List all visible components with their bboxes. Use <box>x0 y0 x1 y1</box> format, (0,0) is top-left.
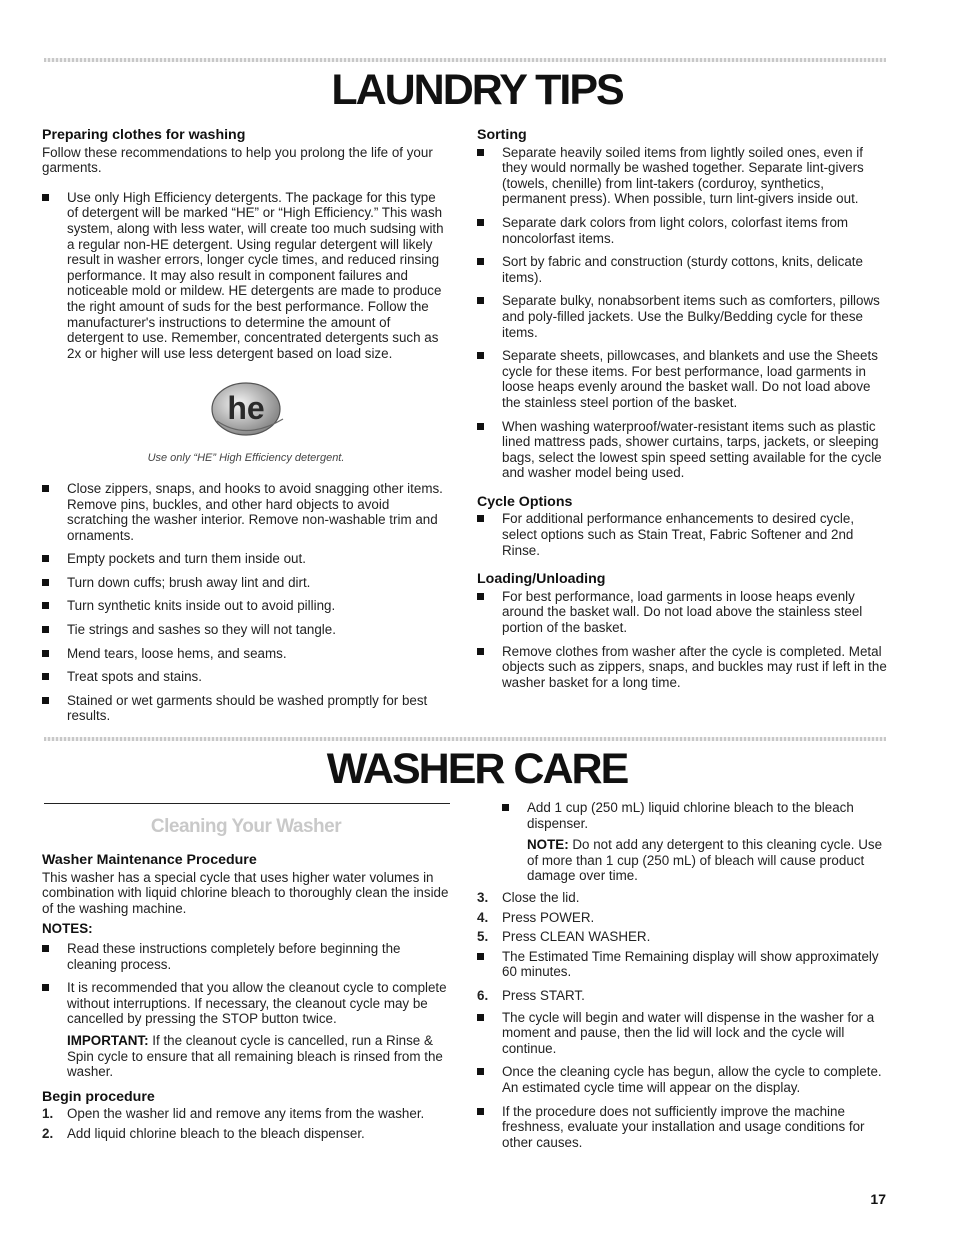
important-text: If the cleanout cycle is cancelled, run a Rinse & Spin cycle to ensure that all remaining bleach is rinsed from the washer. <box>67 1032 443 1080</box>
middle-divider <box>44 737 886 741</box>
list-item <box>477 1064 887 1095</box>
maintenance-heading: Washer Maintenance Procedure <box>42 852 257 868</box>
list-item <box>42 575 450 591</box>
bullet-text: If the procedure does not sufficiently improve the machine freshness, evaluate your installation and usage conditions for other causes. <box>502 1103 865 1150</box>
bullet-text: Stained or wet garments should be washed promptly for best results. <box>67 692 428 724</box>
bullet-text: Separate heavily soiled items from lightly soiled ones, even if they would normally be washed together. Separate lint-givers (towels, chenille) from lint-takers (corduroy, synthetics, permanent press). When possible, turn lint-givers inside out. <box>502 144 864 207</box>
bullet-text: Turn down cuffs; brush away lint and dirt. <box>67 574 311 590</box>
list-item <box>477 293 887 340</box>
he-bullet-text: Use only High Efficiency detergents. The package for this type of detergent will be marked “HE” or “High Efficiency.” This wash system, along with less water, will create too much sudsing with a regular non-HE detergent. Using regular detergent will likely result in washer errors, longer cycle times, and reduced rinsing performance. It may also result in component failures and noticeable mold or mildew. HE detergents are made to produce the right amount of suds for the best performance. Follow the manufacturer's instructions to determine the amount of detergent to use. Remember, concentrated detergents such as 2x or higher will use less detergent based on load size. <box>67 189 444 361</box>
bullet-square <box>42 485 49 492</box>
bullet-square <box>477 593 484 600</box>
bullet-square <box>477 219 484 226</box>
list-item <box>42 551 450 567</box>
list-item <box>42 622 450 638</box>
bullet-text: Read these instructions completely before beginning the cleaning process. <box>67 940 401 972</box>
bullet-text: Sort by fabric and construction (sturdy cottons, knits, delicate items). <box>502 254 863 285</box>
he-logo-icon <box>201 375 291 445</box>
bullet-square <box>502 804 509 811</box>
procedure-right-column <box>477 800 887 1158</box>
step-6 <box>477 988 887 1004</box>
bullet-square <box>42 697 49 704</box>
bullet-text: Separate bulky, nonabsorbent items such as comforters, pillows and poly-filled jackets. Use the Bulky/Bedding cycle for these items. <box>502 293 880 340</box>
step-text: Open the washer lid and remove any items from the washer. <box>67 1106 425 1122</box>
list-item <box>42 693 450 724</box>
bullet-text: Remove clothes from washer after the cycle is completed. Metal objects such as zippers, snaps, and buckles may rust if left in the washer basket for a long time. <box>502 643 887 690</box>
step-number: 5. <box>477 929 489 945</box>
step-2 <box>42 1126 450 1142</box>
bullet-square <box>42 984 49 991</box>
bullet-square <box>477 515 484 522</box>
important-label: IMPORTANT: <box>67 1032 149 1048</box>
washer-care-title: WASHER CARE <box>326 745 628 793</box>
cycle-options-heading: Cycle Options <box>477 493 573 510</box>
page-number: 17 <box>870 1191 886 1207</box>
step-text: Press CLEAN WASHER. <box>502 929 651 945</box>
bullet-square <box>477 1108 484 1115</box>
begin-heading: Begin procedure <box>42 1088 155 1105</box>
bullet-square <box>477 149 484 156</box>
notes-label: NOTES: <box>42 921 93 937</box>
step-5 <box>477 929 887 945</box>
he-caption: Use only “HE” High Efficiency detergent. <box>147 452 345 465</box>
bullet-square <box>477 1068 484 1075</box>
bullet-text: For best performance, load garments in loose heaps evenly around the basket wall. Do not load above the stainless steel portion of the basket. <box>502 588 863 636</box>
note-text: Do not add any detergent to this cleaning cycle. Use of more than 1 cup (250 mL) of bleach will cause product damage over time. <box>527 837 883 884</box>
bullet-square <box>477 423 484 430</box>
preparing-heading: Preparing clothes for washing <box>42 127 246 143</box>
cleaning-subtitle: Cleaning Your Washer <box>150 816 342 837</box>
list-item <box>42 190 450 362</box>
he-logo <box>42 375 450 447</box>
bullet-text: The Estimated Time Remaining display will show approximately 60 minutes. <box>502 948 879 980</box>
important-note <box>42 1033 450 1080</box>
bullet-text: Mend tears, loose hems, and seams. <box>67 645 287 661</box>
subtitle-line <box>44 803 450 804</box>
list-item <box>477 644 887 691</box>
bullet-square <box>42 673 49 680</box>
note-label: NOTE: <box>527 837 569 853</box>
bullet-square <box>42 945 49 952</box>
bullet-text: Tie strings and sashes so they will not tangle. <box>67 622 336 638</box>
list-item <box>477 511 887 558</box>
bullet-square <box>477 1014 484 1021</box>
bullet-square <box>42 650 49 657</box>
bullet-text: Add 1 cup (250 mL) liquid chlorine bleach to the bleach dispenser. <box>527 800 854 831</box>
laundry-tips-title: LAUNDRY TIPS <box>331 66 623 114</box>
step-number: 2. <box>42 1125 54 1141</box>
bullet-text: Empty pockets and turn them inside out. <box>67 551 306 567</box>
preparing-section <box>42 128 450 732</box>
bullet-square <box>477 953 484 960</box>
bullet-square <box>42 579 49 586</box>
maintenance-section <box>42 853 450 1146</box>
list-item <box>477 589 887 636</box>
bullet-square <box>477 648 484 655</box>
list-item <box>477 215 887 246</box>
list-item <box>42 941 450 972</box>
list-item <box>477 949 887 980</box>
step-text: Close the lid. <box>502 889 580 905</box>
bullet-square <box>42 626 49 633</box>
bullet-square <box>42 194 49 201</box>
step-3 <box>477 890 887 906</box>
list-item <box>477 419 887 481</box>
step-number: 6. <box>477 987 489 1003</box>
step-text: Add liquid chlorine bleach to the bleach dispenser. <box>67 1125 365 1141</box>
list-item <box>477 1104 887 1151</box>
sorting-heading: Sorting <box>477 127 527 143</box>
sorting-section <box>477 128 887 698</box>
he-logo-text: he <box>227 390 265 427</box>
bullet-text: Turn synthetic knits inside out to avoid pilling. <box>67 598 336 614</box>
top-divider <box>44 58 886 62</box>
bullet-text: Separate sheets, pillowcases, and blankets and use the Sheets cycle for these items. For best performance, load garments in loose heaps evenly around the basket wall. Do not load above the stainless steel portion of the basket. <box>502 348 878 410</box>
list-item <box>42 598 450 614</box>
bullet-square <box>42 602 49 609</box>
bullet-text: It is recommended that you allow the cleanout cycle to complete without interruptions. If necessary, the cleanout cycle may be cancelled by pressing the STOP button twice. <box>67 980 447 1027</box>
step-text: Press START. <box>502 987 585 1003</box>
list-item <box>477 1010 887 1057</box>
loading-heading: Loading/Unloading <box>477 571 606 588</box>
bleach-subsection <box>477 800 887 884</box>
step-number: 1. <box>42 1106 54 1122</box>
bullet-text: The cycle will begin and water will dispense in the washer for a moment and pause, then the lid will lock and the cycle will continue. <box>502 1009 875 1056</box>
bullet-square <box>477 258 484 265</box>
step-1 <box>42 1106 450 1122</box>
step-number: 4. <box>477 909 489 925</box>
list-item <box>477 254 887 285</box>
bullet-text: Treat spots and stains. <box>67 669 202 685</box>
bullet-text: Separate dark colors from light colors, colorfast items from noncolorfast items. <box>502 214 849 246</box>
bullet-text: For additional performance enhancements to desired cycle, select options such as Stain Treat, Fabric Softener and 2nd Rinse. <box>502 511 855 558</box>
list-item <box>502 800 887 831</box>
list-item <box>42 669 450 685</box>
preparing-intro: Follow these recommendations to help you prolong the life of your garments. <box>42 144 433 176</box>
list-item <box>42 980 450 1027</box>
step-4 <box>477 910 887 926</box>
list-item <box>477 348 887 410</box>
bullet-text: Close zippers, snaps, and hooks to avoid snagging other items. Remove pins, buckles, and other hard objects to avoid scratching the washer interior. Remove non-washable trim and ornaments. <box>67 480 443 543</box>
list-item <box>477 145 887 207</box>
list-item <box>42 646 450 662</box>
note-detergent <box>502 837 887 884</box>
step-text: Press POWER. <box>502 909 595 925</box>
bullet-square <box>42 555 49 562</box>
step-number: 3. <box>477 889 489 905</box>
list-item <box>42 481 450 543</box>
bullet-square <box>477 297 484 304</box>
bullet-square <box>477 352 484 359</box>
bullet-text: Once the cleaning cycle has begun, allow the cycle to complete. An estimated cycle time will appear on the display. <box>502 1064 882 1095</box>
bullet-text: When washing waterproof/water-resistant items such as plastic lined mattress pads, shower curtains, tarps, jackets, or sleeping bags, select the lowest spin speed setting available for the cycle and washer model being used. <box>502 418 882 481</box>
maintenance-intro: This washer has a special cycle that uses higher water volumes in combination with liquid chlorine bleach to thoroughly clean the inside of the washing machine. <box>42 869 449 916</box>
